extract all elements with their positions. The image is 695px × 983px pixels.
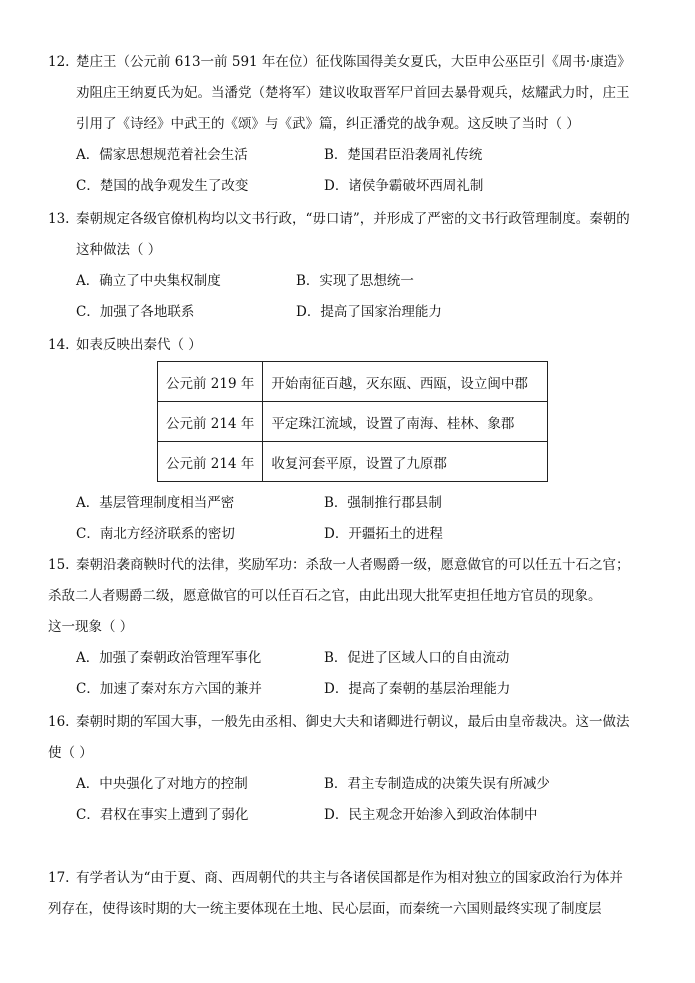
history-table [157, 361, 548, 482]
question-number: 16. [48, 714, 70, 730]
table-cell-year: 公元前 214 年 [158, 402, 263, 442]
question-12 [48, 47, 658, 202]
table-cell-event: 开始南征百越，灭东瓯、西瓯，设立闽中郡 [263, 362, 548, 402]
question-text: 杀敌二人者赐爵二级，愿意做官的可以任百石之官，由此出现大批军吏担任地方官员的现象。 [48, 588, 602, 604]
question-15 [48, 550, 658, 705]
option-a[interactable]: A．确立了中央集权制度 [76, 273, 221, 289]
option-c[interactable]: C．加速了秦对东方六国的兼并 [76, 681, 262, 697]
question-16 [48, 707, 658, 831]
question-number: 15. [48, 557, 70, 573]
option-a[interactable]: A．基层管理制度相当严密 [76, 495, 235, 511]
question-text: 引用了《诗经》中武王的《颂》与《武》篇，纠正潘党的战争观。这反映了当时（ ） [76, 116, 580, 132]
question-number: 13. [48, 211, 70, 227]
option-b[interactable]: B．楚国君臣沿袭周礼传统 [324, 147, 483, 163]
option-d[interactable]: D．民主观念开始渗入到政治体制中 [324, 807, 538, 823]
question-17 [48, 863, 658, 925]
option-d[interactable]: D．提高了国家治理能力 [296, 304, 442, 320]
option-b[interactable]: B．实现了思想统一 [296, 273, 414, 289]
question-text: 秦朝规定各级官僚机构均以文书行政，“毋口请”，并形成了严密的文书行政管理制度。秦朝的 [76, 211, 630, 227]
question-number: 12. [48, 54, 70, 70]
option-b[interactable]: B．促进了区域人口的自由流动 [324, 650, 510, 666]
question-text: 劝阻庄王纳夏氏为妃。当潘党（楚将军）建议收取晋军尸首回去暴骨观兵，炫耀武力时，庄王 [76, 85, 630, 101]
table-cell-event: 收复河套平原，设置了九原郡 [263, 442, 548, 482]
question-text: 使（ ） [48, 745, 93, 761]
option-d[interactable]: D．提高了秦朝的基层治理能力 [324, 681, 511, 697]
question-text: 有学者认为“由于夏、商、西周朝代的共主与各诸侯国都是作为相对独立的国家政治行为体并 [76, 870, 623, 886]
option-c[interactable]: C．楚国的战争观发生了改变 [76, 178, 249, 194]
question-text: 秦朝时期的军国大事，一般先由丞相、御史大夫和诸卿进行朝议，最后由皇帝裁决。这一做法 [76, 714, 630, 730]
question-text: 秦朝沿袭商鞅时代的法律，奖励军功：杀敌一人者赐爵一级，愿意做官的可以任五十石之官； [76, 557, 630, 573]
option-a[interactable]: A．加强了秦朝政治管理军事化 [76, 650, 262, 666]
table-row [158, 402, 548, 442]
option-d[interactable]: D．诸侯争霸破坏西周礼制 [324, 178, 484, 194]
question-number: 14. [48, 337, 70, 353]
question-14-options [48, 488, 658, 550]
option-b[interactable]: B．君主专制造成的决策失误有所减少 [324, 776, 550, 792]
question-14 [48, 330, 658, 361]
question-text: 这一现象（ ） [48, 619, 134, 635]
option-a[interactable]: A．中央强化了对地方的控制 [76, 776, 248, 792]
option-c[interactable]: C．君权在事实上遭到了弱化 [76, 807, 249, 823]
question-number: 17. [48, 870, 70, 886]
question-text: 楚庄王（公元前 613一前 591 年在位）征伐陈国得美女夏氏，大臣申公巫臣引《周书·康造》 [76, 54, 631, 70]
question-13 [48, 204, 658, 328]
option-c[interactable]: C．加强了各地联系 [76, 304, 195, 320]
question-text: 如表反映出秦代（ ） [76, 337, 202, 353]
table-cell-year: 公元前 214 年 [158, 442, 263, 482]
option-d[interactable]: D．开疆拓土的进程 [324, 526, 443, 542]
option-a[interactable]: A．儒家思想规范着社会生活 [76, 147, 248, 163]
table-cell-event: 平定珠江流域，设置了南海、桂林、象郡 [263, 402, 548, 442]
table-row [158, 442, 548, 482]
table-row [158, 362, 548, 402]
table-cell-year: 公元前 219 年 [158, 362, 263, 402]
question-text: 列存在，使得该时期的大一统主要体现在土地、民心层面，而秦统一六国则最终实现了制度层 [48, 901, 602, 917]
question-text: 这种做法（ ） [76, 242, 162, 258]
option-c[interactable]: C．南北方经济联系的密切 [76, 526, 235, 542]
option-b[interactable]: B．强制推行郡县制 [324, 495, 442, 511]
